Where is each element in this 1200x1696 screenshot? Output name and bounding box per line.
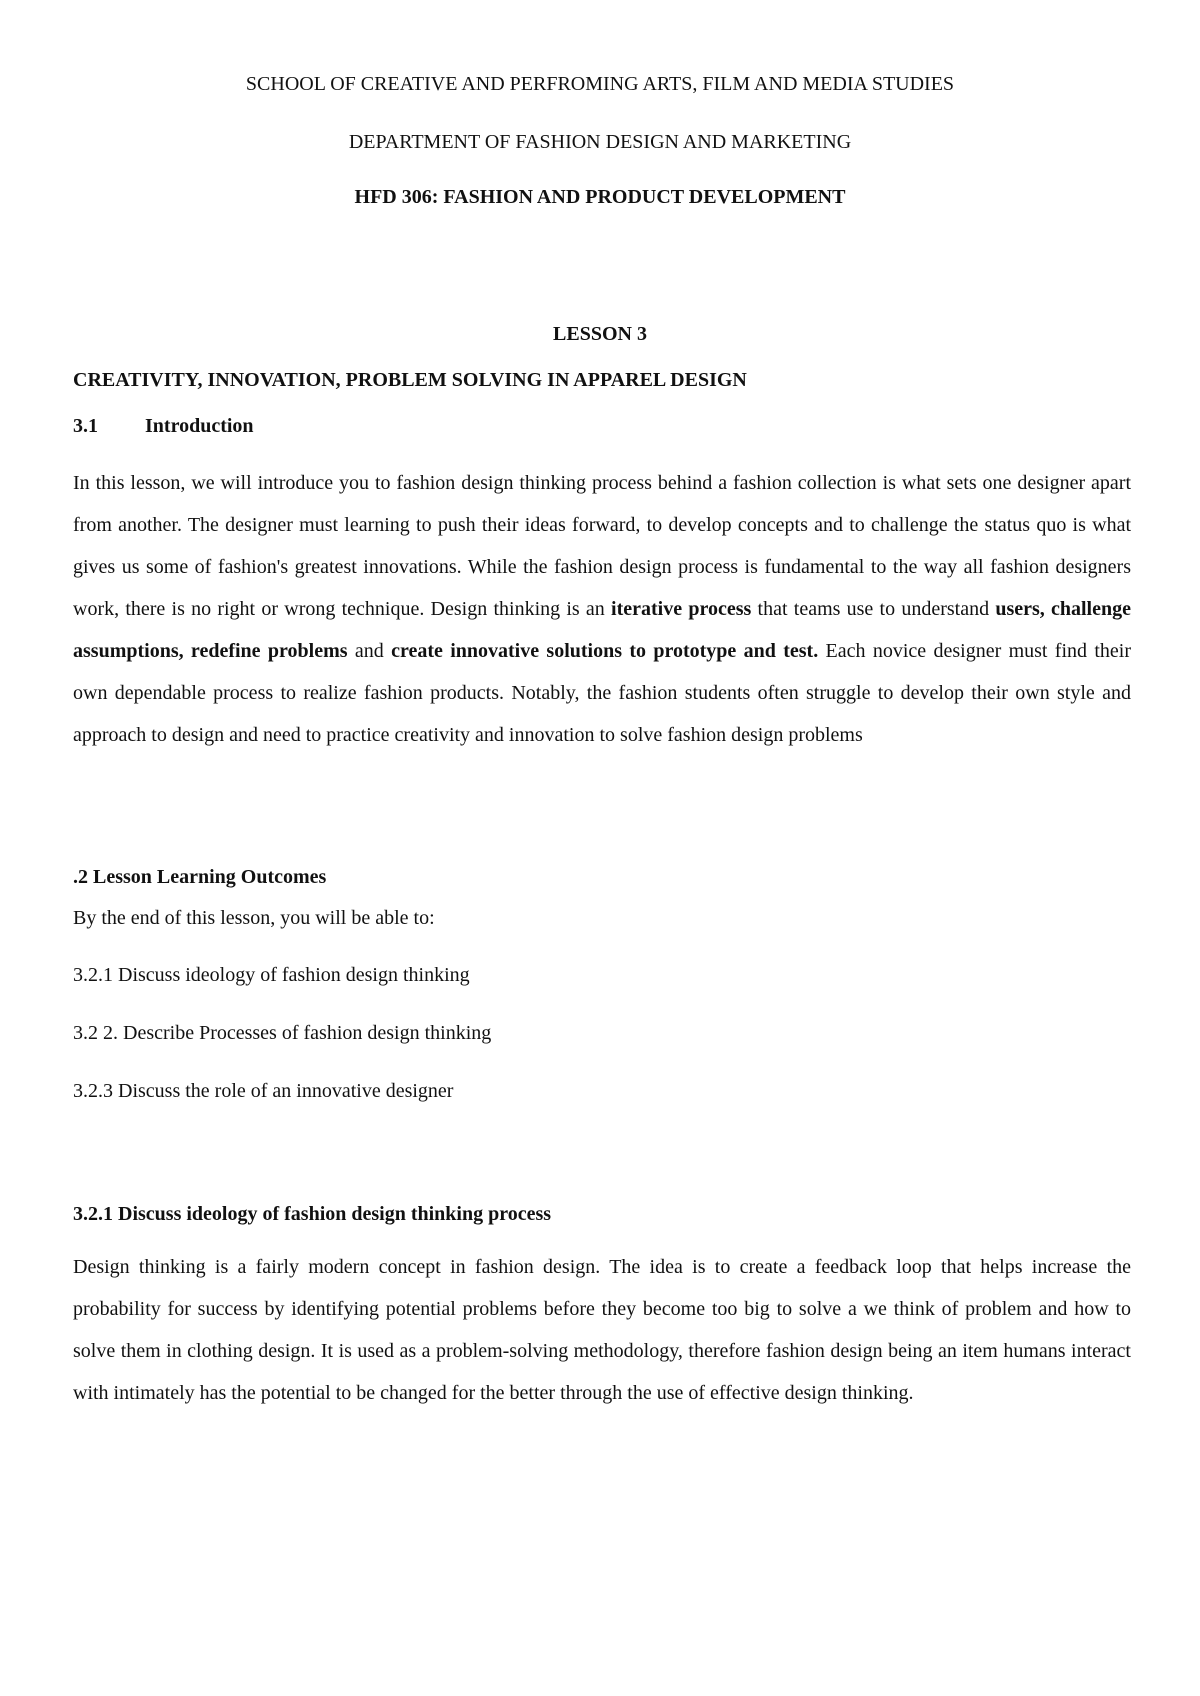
lesson-title: CREATIVITY, INNOVATION, PROBLEM SOLVING IN APPAREL DESIGN (73, 369, 747, 391)
lesson-number: LESSON 3 (553, 323, 647, 345)
intro-paragraph (73, 462, 1131, 756)
intro-number: 3.1 (73, 415, 98, 437)
course-title: HFD 306: FASHION AND PRODUCT DEVELOPMENT (354, 186, 846, 208)
intro-bold-1: iterative process (611, 598, 752, 620)
outcomes-lead: By the end of this lesson, you will be able to: (73, 907, 435, 929)
intro-text-3: and (347, 640, 392, 662)
intro-text-1: In this lesson, we will introduce you to fashion design thinking process behind a fashion collection is what sets one designer apart from another. The designer must learning to push their ideas forward, to develop concepts and to challenge the status quo is what gives us some of fashion's greatest innovations. While the fashion design process is fundamental to the way all fashion designers work, there is no right or wrong technique. Design thinking is an (73, 472, 1131, 620)
intro-heading-text: Introduction (145, 415, 254, 437)
section-321-paragraph: Design thinking is a fairly modern concept in fashion design. The idea is to create a feedback loop that helps increase the probability for success by identifying potential problems before they become too big to solve a we think of problem and how to solve them in clothing design. It is used as a problem-solving methodology, therefore fashion design being an item humans interact with intimately has the potential to be changed for the better through the use of effective design thinking. (73, 1256, 1131, 1404)
department-name: DEPARTMENT OF FASHION DESIGN AND MARKETING (348, 131, 852, 153)
outcome-item: 3.2.1 Discuss ideology of fashion design thinking (73, 964, 470, 986)
intro-text-4: Each novice designer must find their own dependable process to realize fashion products. Notably, the fashion students often struggle to develop their own style and approach to design and need to practice creativity and innovation to solve fashion design problems (73, 640, 1131, 746)
school-name: SCHOOL OF CREATIVE AND PERFROMING ARTS, FILM AND MEDIA STUDIES (245, 73, 955, 95)
outcome-item: 3.2 2. Describe Processes of fashion design thinking (73, 1022, 492, 1044)
intro-text-2: that teams use to understand (751, 598, 996, 620)
section-321-heading: 3.2.1 Discuss ideology of fashion design thinking process (73, 1203, 552, 1225)
intro-bold-2: users, challenge assumptions, redefine problems (73, 598, 1131, 662)
outcome-item: 3.2.3 Discuss the role of an innovative designer (73, 1080, 454, 1102)
outcomes-heading: .2 Lesson Learning Outcomes (73, 866, 327, 888)
intro-heading (73, 414, 254, 438)
intro-bold-3: create innovative solutions to prototype and test. (391, 640, 819, 662)
